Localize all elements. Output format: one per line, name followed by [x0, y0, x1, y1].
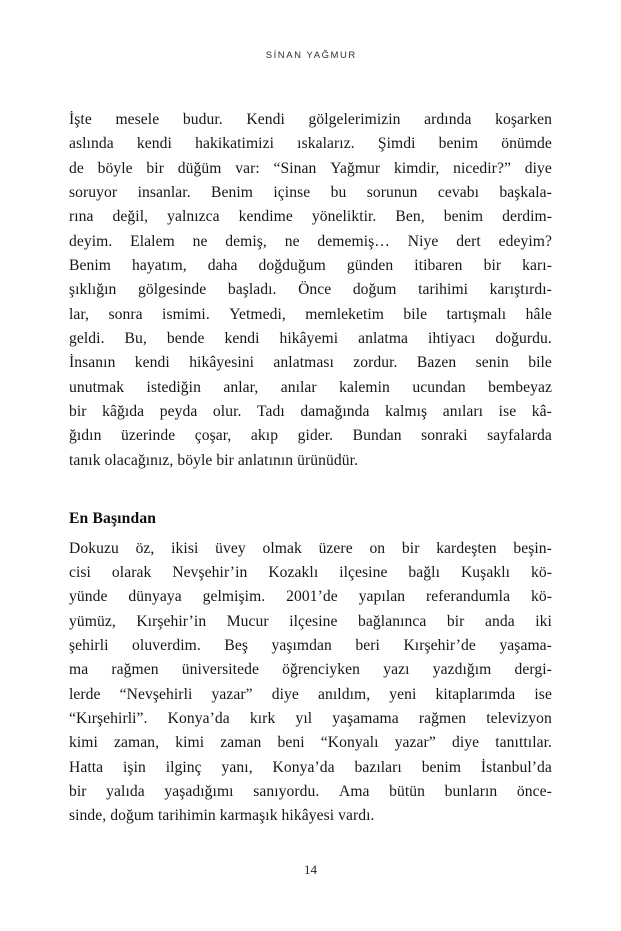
- word: gider.: [297, 427, 334, 445]
- text-line: [69, 278, 552, 302]
- word: zaman,: [114, 734, 160, 752]
- word: diye: [451, 734, 480, 752]
- word: sonra: [108, 305, 143, 323]
- word: başkala-: [499, 184, 552, 202]
- text-line: [69, 132, 552, 156]
- word: yazar”: [211, 685, 253, 703]
- word: bağlanınca: [358, 612, 427, 630]
- text-line: [69, 157, 552, 181]
- word: on: [369, 539, 386, 557]
- word: “Sinan: [273, 159, 317, 177]
- word: diye: [271, 685, 299, 703]
- word: var:: [235, 159, 260, 177]
- word: Beş: [224, 636, 248, 654]
- word: deyim.: [69, 232, 113, 250]
- text-line: [69, 327, 552, 351]
- word: senin: [475, 354, 509, 372]
- text-line: [69, 205, 552, 229]
- word: ihtiyacı: [428, 330, 476, 348]
- word: 2001’de: [286, 588, 338, 606]
- word: nicedir?”: [453, 159, 511, 177]
- text-line: [69, 707, 552, 731]
- word: ne: [284, 232, 300, 250]
- word: hikâyemi: [279, 330, 339, 348]
- word: Yağmur: [330, 159, 381, 177]
- word: doğduğum: [258, 257, 326, 275]
- word: kırk: [249, 709, 276, 727]
- word: Kendi: [246, 111, 285, 128]
- word: budur.: [182, 111, 223, 128]
- word: ne: [192, 232, 208, 250]
- spacer-before-heading: [69, 473, 552, 507]
- word: kalmış: [385, 403, 428, 421]
- word: günden: [346, 257, 394, 275]
- text-line: [69, 634, 552, 658]
- word: insanlar.: [137, 184, 191, 202]
- word: de: [69, 159, 84, 177]
- word: İnsanın: [69, 354, 116, 372]
- word: yaşama-: [499, 636, 552, 654]
- paragraph-en-basindan: [69, 537, 552, 829]
- word: unutmak: [69, 378, 125, 396]
- word: anılar: [280, 378, 317, 396]
- word: soruyor: [69, 184, 118, 202]
- word: şehirli: [69, 636, 109, 654]
- word: yıl: [295, 709, 313, 727]
- word: yeni: [389, 685, 417, 703]
- word: yanı,: [221, 758, 253, 776]
- text-line: [69, 537, 552, 561]
- word: akıp: [250, 427, 279, 445]
- word: Kırşehir’de: [403, 636, 476, 654]
- word: kendi: [134, 354, 170, 372]
- word: rağmen: [111, 661, 159, 679]
- word: sayfalarda: [487, 427, 552, 445]
- word: dememiş…: [317, 232, 390, 250]
- word: peyda: [159, 403, 198, 421]
- word: ise: [534, 685, 552, 703]
- word: yapılan: [358, 588, 406, 606]
- text-line: [69, 376, 552, 400]
- word: ismimi.: [162, 305, 210, 323]
- word: bembeyaz: [488, 378, 552, 396]
- text-line: [69, 303, 552, 327]
- word: Bu,: [124, 330, 147, 348]
- word: kendi: [224, 330, 260, 348]
- text-line: [69, 230, 552, 254]
- word: kimdir,: [393, 159, 440, 177]
- word: bende: [166, 330, 205, 348]
- word: istediğin: [146, 378, 201, 396]
- word: ardında: [424, 111, 472, 128]
- word: kardeşten: [436, 539, 497, 557]
- word: Hatta: [69, 758, 104, 776]
- text-line: [69, 351, 552, 375]
- word: tartışmalı: [446, 305, 507, 323]
- word: ıskalarız.: [297, 135, 355, 153]
- word: bir: [146, 159, 164, 177]
- text-line: [69, 756, 552, 780]
- text-line: [69, 658, 552, 682]
- word: bu: [330, 184, 347, 202]
- word: beri: [355, 636, 380, 654]
- word: bir: [69, 782, 87, 800]
- word: anlar,: [223, 378, 259, 396]
- word: benim: [443, 208, 484, 226]
- word: itibaren: [414, 257, 463, 275]
- word: bağlı: [408, 563, 440, 581]
- word: sanıyordu.: [253, 782, 320, 800]
- word: bir: [446, 612, 465, 630]
- word: Kozaklı: [268, 563, 319, 581]
- word: anda: [484, 612, 515, 630]
- word: bunların: [444, 782, 498, 800]
- page-text-block: [69, 108, 552, 829]
- word: referandumla: [426, 588, 511, 606]
- word: yaşamama: [332, 709, 399, 727]
- word: olmak: [262, 539, 302, 557]
- word: dergi-: [514, 661, 552, 679]
- word: üzere: [318, 539, 353, 557]
- word: kimi: [175, 734, 205, 752]
- word: daha: [207, 257, 238, 275]
- word: karı-: [522, 257, 552, 275]
- word: kendime: [238, 208, 293, 226]
- word: gölgelerimizin: [308, 111, 401, 128]
- word: Tadı: [257, 403, 285, 421]
- word: ğıdın: [69, 427, 102, 445]
- word: ise: [498, 403, 517, 421]
- word: olur.: [212, 403, 242, 421]
- word: kitaplarımda: [435, 685, 516, 703]
- word: bile: [528, 354, 552, 372]
- word: zaman: [220, 734, 262, 752]
- word: üzerinde: [120, 427, 176, 445]
- word: Ben,: [395, 208, 425, 226]
- word: “Kırşehirli”.: [69, 709, 148, 727]
- word: yümüz,: [69, 612, 116, 630]
- word: lerde: [69, 685, 101, 703]
- running-header-author: SİNAN YAĞMUR: [265, 50, 357, 61]
- word: başladı.: [227, 281, 277, 299]
- word: bir: [483, 257, 502, 275]
- word: cevabı: [437, 184, 480, 202]
- word: çoşar,: [194, 427, 232, 445]
- word: geldi.: [69, 330, 105, 348]
- word: ilçesine: [289, 612, 338, 630]
- word: öğrenciyken: [282, 661, 361, 679]
- word: tanıttılar.: [495, 734, 552, 752]
- word: olarak: [111, 563, 152, 581]
- word: ma: [69, 661, 89, 679]
- word: damağında: [300, 403, 370, 421]
- word: kâğıda: [102, 403, 145, 421]
- text-line: [69, 683, 552, 707]
- text-line: tanık olacağınız, böyle bir anlatının ürünüdür.: [69, 451, 359, 469]
- word: yalıda: [106, 782, 145, 800]
- word: memleketim: [305, 305, 385, 323]
- word: lar,: [69, 305, 90, 323]
- word: hakikatimizi: [195, 135, 274, 153]
- word: ucundan: [412, 378, 466, 396]
- word: Elalem: [130, 232, 175, 250]
- word: anıldım,: [318, 685, 371, 703]
- word: şıklığın: [69, 281, 117, 299]
- word: Önce: [298, 281, 332, 299]
- word: hâle: [525, 305, 552, 323]
- word: bazıları: [354, 758, 402, 776]
- word: ilçesine: [339, 563, 388, 581]
- word: gölgesinde: [137, 281, 207, 299]
- word: Benim: [69, 257, 111, 275]
- word: gelmişim.: [202, 588, 266, 606]
- paragraph-intro: [69, 108, 552, 473]
- page-number: 14: [304, 862, 317, 877]
- word: kimi: [69, 734, 98, 752]
- word: yünde: [69, 588, 108, 606]
- word: Yetmedi,: [229, 305, 286, 323]
- word: cisi: [69, 563, 91, 581]
- word: Kuşaklı: [460, 563, 511, 581]
- word: karıştırdı-: [489, 281, 552, 299]
- word: ikisi: [171, 539, 199, 557]
- text-line: [69, 731, 552, 755]
- word: rına: [69, 208, 94, 226]
- word: Benim: [211, 184, 254, 202]
- text-line: [69, 108, 552, 132]
- text-line: [69, 181, 552, 205]
- word: hayatım,: [132, 257, 187, 275]
- word: diye: [524, 159, 552, 177]
- word: anlatması: [273, 354, 334, 372]
- word: beşin-: [513, 539, 552, 557]
- word: Konya’da: [272, 758, 335, 776]
- word: “Nevşehirli: [119, 685, 193, 703]
- word: işin: [123, 758, 146, 776]
- word: üvey: [215, 539, 246, 557]
- word: Bundan: [352, 427, 402, 445]
- word: oluverdim.: [132, 636, 201, 654]
- word: önümde: [501, 135, 552, 153]
- word: demiş,: [225, 232, 267, 250]
- word: yaşımdan: [271, 636, 332, 654]
- word: aslında: [69, 135, 114, 153]
- word: “Konyalı: [320, 734, 379, 752]
- word: benim: [438, 135, 479, 153]
- word: koşarken: [495, 111, 552, 128]
- word: bütün: [389, 782, 426, 800]
- word: bir: [401, 539, 420, 557]
- word: Kırşehir’in: [136, 612, 207, 630]
- word: öz,: [135, 539, 155, 557]
- word: yazdığım: [432, 661, 492, 679]
- text-line: [69, 254, 552, 278]
- word: anlatma: [358, 330, 409, 348]
- section-heading-en-basindan: En Başından: [69, 510, 157, 528]
- text-line: [69, 400, 552, 424]
- text-line: sinde, doğum tarihimin karmaşık hikâyesi vardı.: [69, 807, 375, 825]
- text-line: [69, 780, 552, 804]
- word: benim: [421, 758, 462, 776]
- word: bir: [69, 403, 87, 421]
- text-line: [69, 585, 552, 609]
- word: kâ-: [531, 403, 552, 421]
- word: düğüm: [177, 159, 222, 177]
- word: ilginç: [165, 758, 202, 776]
- word: Konya’da: [167, 709, 230, 727]
- word: kendi: [136, 135, 172, 153]
- word: İşte: [69, 111, 92, 128]
- text-line: [69, 561, 552, 585]
- word: önce-: [516, 782, 552, 800]
- word: Dokuzu: [69, 539, 119, 557]
- word: değil,: [112, 208, 149, 226]
- word: doğum: [352, 281, 397, 299]
- word: televizyon: [486, 709, 552, 727]
- word: yaşadığımı: [164, 782, 234, 800]
- word: dünyaya: [128, 588, 182, 606]
- word: doğurdu.: [495, 330, 552, 348]
- word: üniversitede: [181, 661, 259, 679]
- word: sorunun: [366, 184, 418, 202]
- text-line: [69, 424, 552, 448]
- word: yöneliktir.: [311, 208, 377, 226]
- word: dert: [456, 232, 481, 250]
- word: hikâyesini: [189, 354, 255, 372]
- word: mesele: [115, 111, 160, 128]
- word: Nevşehir’in: [172, 563, 248, 581]
- word: derdim-: [502, 208, 552, 226]
- word: yazı: [383, 661, 410, 679]
- word: anıları: [442, 403, 484, 421]
- word: Şimdi: [377, 135, 416, 153]
- word: böyle: [97, 159, 133, 177]
- word: İstanbul’da: [480, 758, 552, 776]
- word: Mucur: [226, 612, 269, 630]
- word: Niye: [407, 232, 439, 250]
- word: edeyim?: [498, 232, 552, 250]
- word: tarihimi: [418, 281, 469, 299]
- word: bile: [403, 305, 428, 323]
- word: içinse: [273, 184, 311, 202]
- word: zordur.: [353, 354, 398, 372]
- word: sonraki: [421, 427, 468, 445]
- word: yazar”: [394, 734, 436, 752]
- word: kalemin: [339, 378, 390, 396]
- word: kö-: [530, 588, 552, 606]
- word: Bazen: [416, 354, 457, 372]
- word: Ama: [338, 782, 370, 800]
- word: yalnızca: [167, 208, 220, 226]
- word: rağmen: [418, 709, 467, 727]
- word: kö-: [530, 563, 552, 581]
- word: iki: [535, 612, 552, 630]
- text-line: [69, 610, 552, 634]
- word: beni: [277, 734, 305, 752]
